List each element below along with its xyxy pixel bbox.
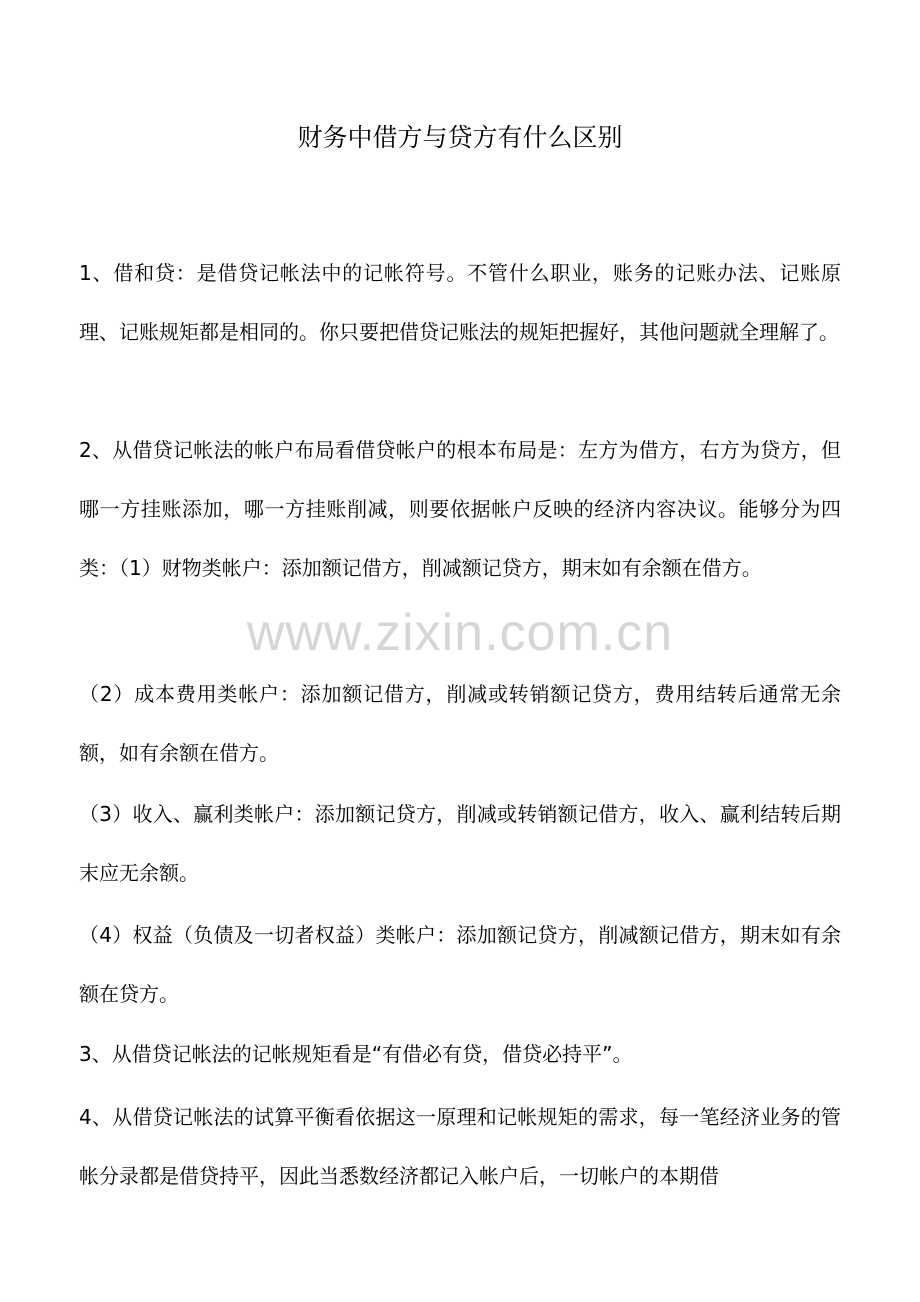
paragraph-2: 2、从借贷记帐法的帐户布局看借贷帐户的根本布局是：左方为借方，右方为贷方，但哪一方挂账添加，哪一方挂账削减，则要依据帐户反映的经济内容决议。能够分为四类：（1）财物类帐户：添加额记借方，削减额记贷方，期末如有余额在借方。 xyxy=(79,438,841,580)
paragraph-4: （3）收入、赢利类帐户：添加额记贷方，削减或转销额记借方，收入、赢利结转后期末应无余额。 xyxy=(79,802,841,885)
paragraph-3: （2）成本费用类帐户：添加额记借方，削减或转销额记贷方，费用结转后通常无余额，如有余额在借方。 xyxy=(79,682,841,765)
paragraph-6: 3、从借贷记帐法的记帐规矩看是“有借必有贷，借贷必持平”。 xyxy=(79,1042,633,1066)
document-title: 财务中借方与贷方有什么区别 xyxy=(297,123,623,152)
watermark-text: www.zixin.com.cn xyxy=(246,604,674,662)
paragraph-1: 1、借和贷：是借贷记帐法中的记帐符号。不管什么职业，账务的记账办法、记账原理、记账规矩都是相同的。你只要把借贷记账法的规矩把握好，其他问题就全理解了。 xyxy=(79,261,841,344)
paragraph-5: （4）权益（负债及一切者权益）类帐户：添加额记贷方，削减额记借方，期末如有余额在贷方。 xyxy=(79,923,841,1006)
paragraph-7: 4、从借贷记帐法的试算平衡看依据这一原理和记帐规矩的需求，每一笔经济业务的管帐分录都是借贷持平，因此当悉数经济都记入帐户后，一切帐户的本期借 xyxy=(79,1105,841,1188)
